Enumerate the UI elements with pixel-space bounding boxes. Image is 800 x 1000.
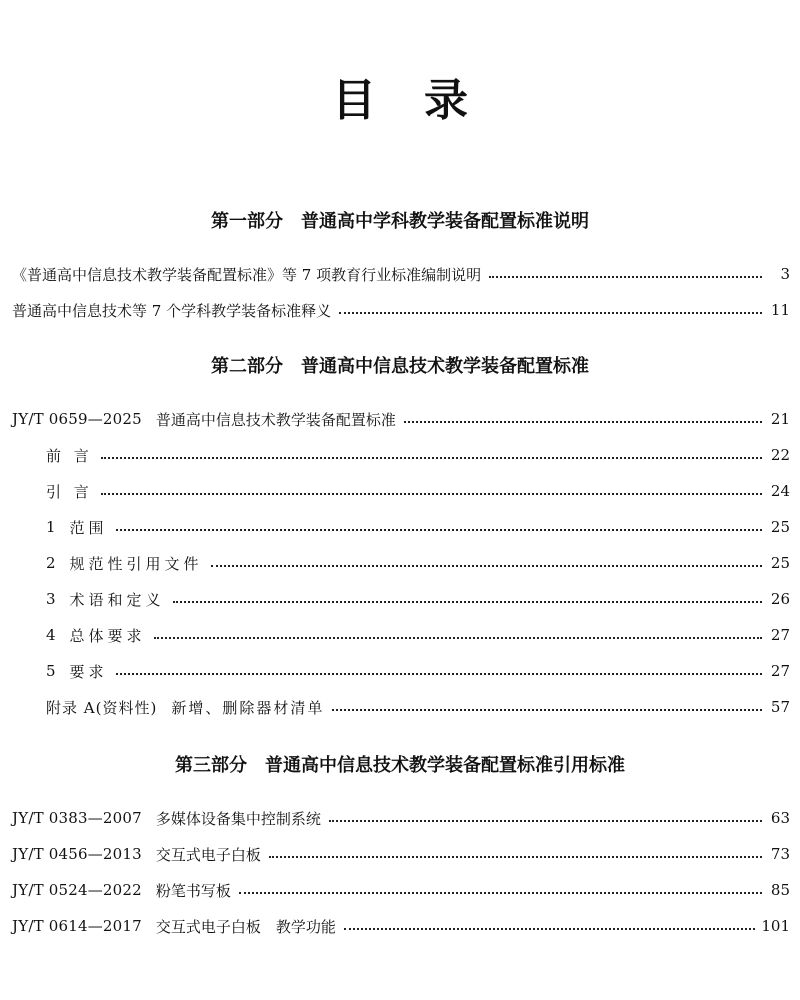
toc-section-appendix-a[interactable] xyxy=(46,695,790,719)
toc-entry-title: 普通高中信息技术教学装备配置标准 xyxy=(155,410,396,429)
standard-code: JY/T 0383—2007 xyxy=(12,809,142,827)
page-number: 27 xyxy=(770,662,790,680)
toc-entry-standard-0524[interactable] xyxy=(12,878,790,902)
dot-leader xyxy=(211,565,762,567)
toc-section-title: 要求 xyxy=(69,662,108,681)
section-number: 附录 A(资料性) xyxy=(46,698,158,717)
dot-leader xyxy=(489,276,762,278)
part-1-heading xyxy=(0,207,800,233)
toc-section-foreword[interactable] xyxy=(46,443,790,467)
page-number: 57 xyxy=(770,698,790,716)
toc-section-terms[interactable] xyxy=(46,587,790,611)
page-number: 85 xyxy=(770,881,790,899)
page-number: 25 xyxy=(770,518,790,536)
toc-entry-title: 普通高中信息技术等 7 个学科教学装备标准释义 xyxy=(12,301,332,320)
page-number: 11 xyxy=(770,301,790,319)
toc-entry-title: 交互式电子白板 xyxy=(155,845,261,864)
dot-leader xyxy=(173,601,762,603)
part-3-number: 第三部分 xyxy=(175,755,247,776)
part-1-number: 第一部分 xyxy=(211,211,283,232)
toc-section-title: 术语和定义 xyxy=(69,590,165,609)
toc-section-title: 新增、删除器材清单 xyxy=(171,698,325,717)
toc-section-title: 范围 xyxy=(69,518,108,537)
section-number: 4 xyxy=(46,626,56,644)
dot-leader xyxy=(329,820,762,822)
toc-section-title: 总体要求 xyxy=(69,626,146,645)
dot-leader xyxy=(344,928,755,930)
toc-section-normative-references[interactable] xyxy=(46,551,790,575)
page-number: 22 xyxy=(770,446,790,464)
dot-leader xyxy=(269,856,762,858)
page-number: 21 xyxy=(770,410,790,428)
toc-entry-compilation-notes[interactable] xyxy=(12,262,790,286)
part-3-heading xyxy=(0,751,800,777)
standard-code: JY/T 0659—2025 xyxy=(12,410,142,428)
section-number: 1 xyxy=(46,518,56,536)
title-char-2: 录 xyxy=(424,75,468,126)
toc-section-title: 规范性引用文件 xyxy=(69,554,203,573)
toc-entry-title: 粉笔书写板 xyxy=(155,881,231,900)
part-2-heading xyxy=(0,352,800,378)
dot-leader xyxy=(116,673,762,675)
section-number: 5 xyxy=(46,662,56,680)
page-number: 73 xyxy=(770,845,790,863)
part-3-title: 普通高中信息技术教学装备配置标准引用标准 xyxy=(265,755,625,776)
part-2-title: 普通高中信息技术教学装备配置标准 xyxy=(301,356,589,377)
page-number: 63 xyxy=(770,809,790,827)
standard-code: JY/T 0614—2017 xyxy=(12,917,142,935)
dot-leader xyxy=(154,637,762,639)
toc-entry-standard-0614[interactable] xyxy=(12,914,790,938)
part-1-title: 普通高中学科教学装备配置标准说明 xyxy=(301,211,589,232)
toc-section-scope[interactable] xyxy=(46,515,790,539)
title-char-1: 目 xyxy=(332,75,376,126)
dot-leader xyxy=(332,709,762,711)
toc-section-title: 前 言 xyxy=(46,446,93,465)
part-2-number: 第二部分 xyxy=(211,356,283,377)
toc-entry-title: 交互式电子白板 教学功能 xyxy=(155,917,336,936)
page-title xyxy=(0,64,800,128)
dot-leader xyxy=(239,892,762,894)
page-number: 101 xyxy=(761,917,790,935)
section-number: 2 xyxy=(46,554,56,572)
page-number: 25 xyxy=(770,554,790,572)
toc-entry-standard-0659[interactable] xyxy=(12,407,790,431)
page-number: 3 xyxy=(780,265,790,283)
toc-section-general-requirements[interactable] xyxy=(46,623,790,647)
standard-code: JY/T 0456—2013 xyxy=(12,845,142,863)
toc-section-introduction[interactable] xyxy=(46,479,790,503)
page-number: 27 xyxy=(770,626,790,644)
page-number: 26 xyxy=(770,590,790,608)
toc-entry-standard-0383[interactable] xyxy=(12,806,790,830)
dot-leader xyxy=(116,529,762,531)
toc-section-requirements[interactable] xyxy=(46,659,790,683)
standard-code: JY/T 0524—2022 xyxy=(12,881,142,899)
toc-section-title: 引 言 xyxy=(46,482,93,501)
dot-leader xyxy=(339,312,762,314)
page-number: 24 xyxy=(770,482,790,500)
dot-leader xyxy=(101,457,762,459)
toc-entry-title: 《普通高中信息技术教学装备配置标准》等 7 项教育行业标准编制说明 xyxy=(12,265,482,284)
section-number: 3 xyxy=(46,590,56,608)
dot-leader xyxy=(404,421,762,423)
toc-entry-standard-0456[interactable] xyxy=(12,842,790,866)
toc-entry-title: 多媒体设备集中控制系统 xyxy=(155,809,321,828)
dot-leader xyxy=(101,493,762,495)
toc-entry-interpretation[interactable] xyxy=(12,298,790,322)
